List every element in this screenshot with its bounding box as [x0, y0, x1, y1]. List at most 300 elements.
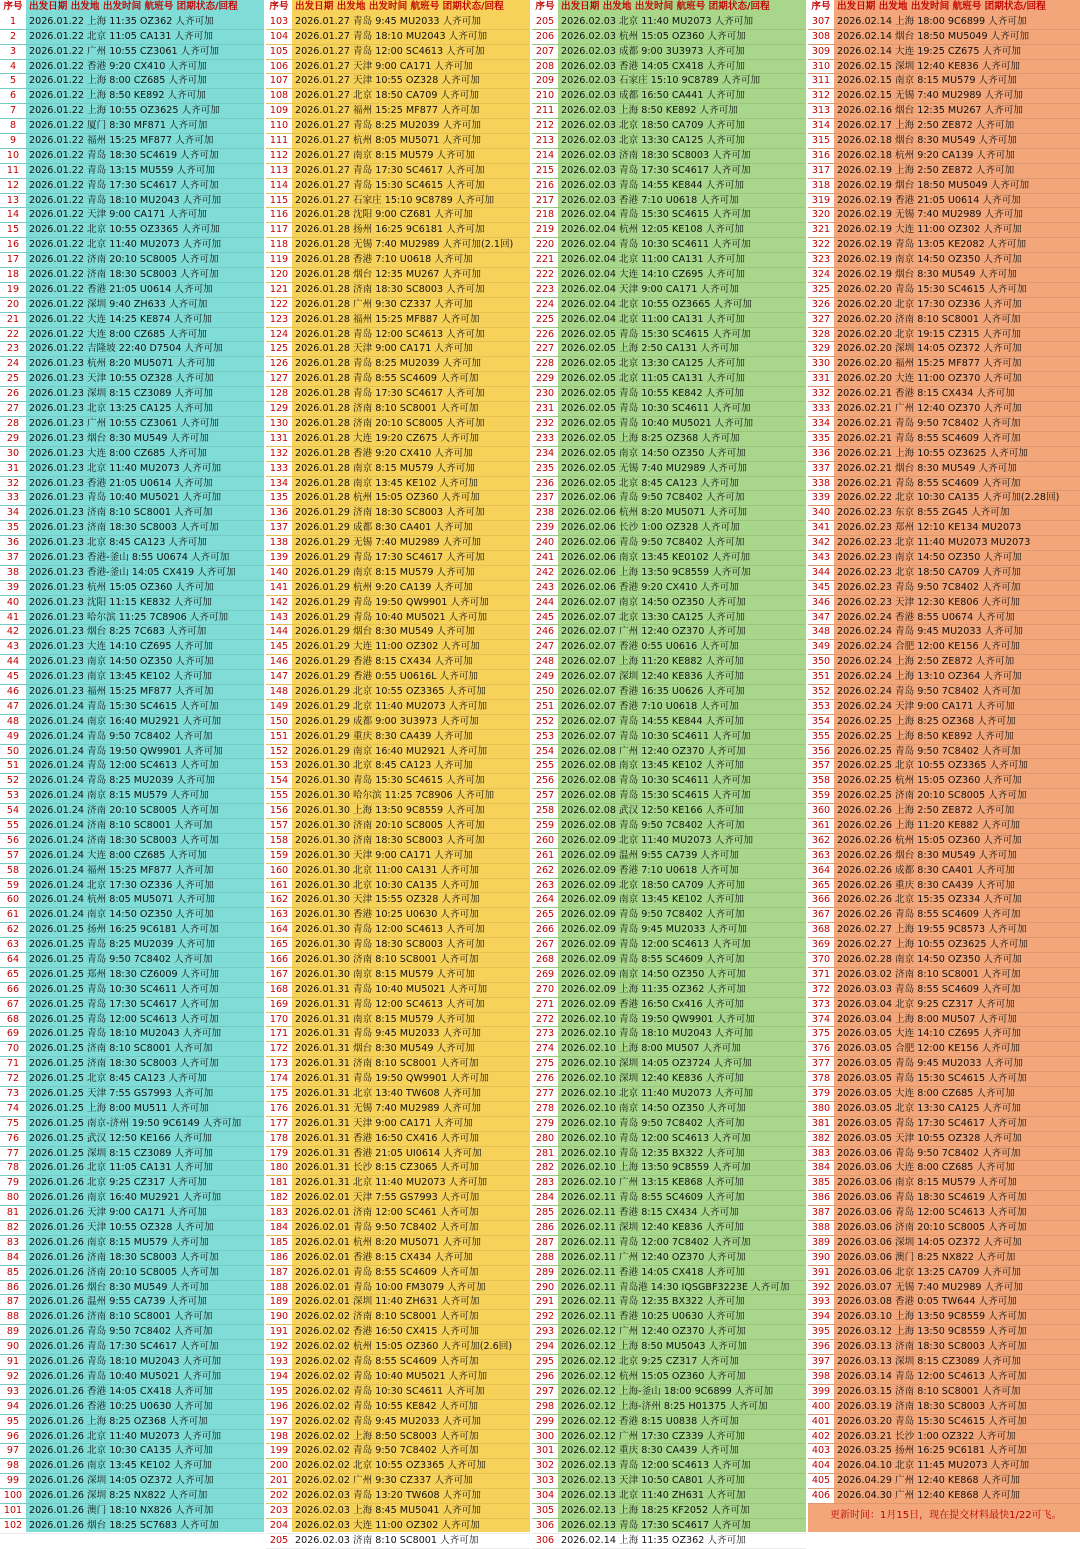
row-flight-info: 2026.02.12 重庆 8:30 CA439 人齐可加	[561, 1445, 739, 1457]
table-row	[808, 789, 1080, 804]
row-flight-info: 2026.01.25 扬州 16:25 9C6181 人齐可加	[29, 924, 219, 936]
row-seq-number: 299	[532, 1415, 558, 1429]
row-flight-info: 2026.01.29 香港 0:55 U0616L 人齐可加	[295, 671, 479, 683]
table-row	[0, 923, 264, 938]
table-row	[532, 1444, 806, 1459]
row-flight-info: 2026.01.31 青岛 19:50 QW9901 人齐可加	[295, 1073, 489, 1085]
row-seq-number: 266	[532, 923, 558, 937]
row-seq-number: 219	[532, 223, 558, 237]
row-flight-info: 2026.01.31 北京 11:40 MU2073 人齐可加	[295, 1177, 488, 1189]
row-seq-number: 292	[532, 1310, 558, 1324]
row-seq-number: 276	[532, 1072, 558, 1086]
row-flight-info: 2026.02.13 北京 11:40 ZH631 人齐可加	[561, 1490, 746, 1502]
table-row	[0, 223, 264, 238]
row-flight-info: 2026.01.26 北京 11:40 MU2073 人齐可加	[29, 1430, 222, 1442]
table-row	[532, 342, 806, 357]
row-seq-number: 360	[808, 804, 834, 818]
row-flight-info: 2026.02.12 广州 12:40 OZ370 人齐可加	[561, 1326, 746, 1338]
row-seq-number: 33	[0, 491, 26, 505]
row-seq-number: 100	[0, 1489, 26, 1503]
table-row	[808, 238, 1080, 253]
table-row	[266, 1534, 530, 1549]
row-seq-number: 73	[0, 1087, 26, 1101]
table-row	[532, 1325, 806, 1340]
row-flight-info: 2026.01.25 北京 8:45 CA123 人齐可加	[29, 1073, 207, 1085]
table-row	[808, 1102, 1080, 1117]
row-seq-number: 187	[266, 1266, 292, 1280]
row-flight-info: 2026.01.22 上海 10:55 OZ3625 人齐可加	[29, 105, 220, 117]
row-flight-info: 2026.02.25 北京 10:55 OZ3365 人齐可加	[837, 760, 1028, 772]
row-seq-number: 209	[532, 74, 558, 88]
row-flight-info: 2026.02.15 深圳 12:40 KE836 人齐可加	[837, 60, 1021, 72]
row-seq-number: 39	[0, 581, 26, 595]
table-row	[808, 357, 1080, 372]
row-seq-number: 406	[808, 1489, 834, 1503]
row-flight-info: 2026.01.24 福州 15:25 MF877 人齐可加	[29, 864, 214, 876]
row-flight-info: 2026.01.26 深圳 14:05 OZ372 人齐可加	[29, 1475, 214, 1487]
row-flight-info: 2026.01.23 香港-釜山 14:05 CX419 人齐可加	[29, 566, 236, 578]
table-row	[808, 730, 1080, 745]
row-flight-info: 2026.02.23 南京 14:50 OZ350 人齐可加	[837, 551, 1022, 563]
row-seq-number: 397	[808, 1355, 834, 1369]
row-flight-info: 2026.02.13 青岛 12:00 SC4613 人齐可加	[561, 1460, 751, 1472]
row-seq-number: 212	[532, 119, 558, 133]
table-row	[808, 1489, 1080, 1504]
row-flight-info: 2026.02.06 杭州 8:20 MU5071 人齐可加	[561, 507, 747, 519]
row-seq-number: 372	[808, 983, 834, 997]
row-flight-info: 2026.01.23 青岛 10:40 MU5021 人齐可加	[29, 492, 222, 504]
table-row	[808, 298, 1080, 313]
row-seq-number: 193	[266, 1355, 292, 1369]
row-seq-number: 197	[266, 1415, 292, 1429]
table-row	[266, 804, 530, 819]
row-seq-number: 138	[266, 536, 292, 550]
table-row	[532, 670, 806, 685]
table-row	[532, 1385, 806, 1400]
table-row	[0, 1400, 264, 1415]
table-row	[266, 357, 530, 372]
row-seq-number: 23	[0, 342, 26, 356]
table-row	[808, 834, 1080, 849]
row-seq-number: 231	[532, 402, 558, 416]
table-row	[532, 625, 806, 640]
row-seq-number: 194	[266, 1370, 292, 1384]
table-row	[532, 89, 806, 104]
row-seq-number: 61	[0, 908, 26, 922]
row-flight-info: 2026.01.29 南京 8:15 MU579 人齐可加	[295, 566, 475, 578]
table-row	[532, 849, 806, 864]
row-flight-info: 2026.02.03 成都 9:00 3U3973 人齐可加	[561, 45, 745, 57]
schedule-column-2	[266, 0, 530, 1546]
row-flight-info: 2026.02.09 南京 14:50 OZ350 人齐可加	[561, 968, 746, 980]
row-seq-number: 284	[532, 1191, 558, 1205]
row-seq-number: 398	[808, 1370, 834, 1384]
row-flight-info: 2026.02.10 广州 13:15 KE868 人齐可加	[561, 1177, 745, 1189]
row-seq-number: 326	[808, 298, 834, 312]
row-seq-number: 248	[532, 655, 558, 669]
row-seq-number: 160	[266, 864, 292, 878]
table-row	[266, 685, 530, 700]
row-flight-info: 2026.01.23 香港-釜山 8:55 U0674 人齐可加	[29, 551, 230, 563]
row-flight-info: 2026.02.07 香港 7:10 U0618 人齐可加	[561, 700, 739, 712]
row-seq-number: 386	[808, 1191, 834, 1205]
row-flight-info: 2026.01.22 济南 18:30 SC8003 人齐可加	[29, 269, 219, 281]
row-seq-number: 288	[532, 1251, 558, 1265]
row-seq-number: 242	[532, 566, 558, 580]
table-row	[808, 804, 1080, 819]
row-flight-info: 2026.04.30 广州 12:40 KE868 人齐可加	[837, 1490, 1021, 1502]
table-row	[532, 1281, 806, 1296]
table-row	[532, 730, 806, 745]
column-header	[266, 0, 530, 15]
row-flight-info: 2026.02.16 烟台 12:35 MU267 人齐可加	[837, 105, 1023, 117]
table-row	[808, 342, 1080, 357]
row-seq-number: 274	[532, 1042, 558, 1056]
row-seq-number: 327	[808, 313, 834, 327]
table-row	[532, 1221, 806, 1236]
row-flight-info: 2026.01.23 大连 8:00 CZ685 人齐可加	[29, 447, 207, 459]
row-flight-info: 2026.02.03 济南 18:30 SC8003 人齐可加	[561, 149, 751, 161]
table-row	[266, 655, 530, 670]
row-seq-number: 394	[808, 1310, 834, 1324]
row-seq-number: 328	[808, 328, 834, 342]
row-seq-number: 3	[0, 45, 26, 59]
row-seq-number: 182	[266, 1191, 292, 1205]
row-seq-number: 208	[532, 60, 558, 74]
row-seq-number: 145	[266, 640, 292, 654]
row-flight-info: 2026.02.09 南京 13:45 KE102 人齐可加	[561, 894, 745, 906]
table-row	[532, 417, 806, 432]
row-flight-info: 2026.01.29 青岛 17:30 SC4617 人齐可加	[295, 551, 485, 563]
row-seq-number: 374	[808, 1013, 834, 1027]
table-row	[0, 30, 264, 45]
row-flight-info: 2026.02.01 青岛 8:55 SC4609 人齐可加	[295, 1266, 479, 1278]
row-seq-number: 94	[0, 1400, 26, 1414]
row-seq-number: 321	[808, 223, 834, 237]
row-flight-info: 2026.02.10 青岛 19:50 QW9901 人齐可加	[561, 1013, 755, 1025]
table-row	[266, 1057, 530, 1072]
row-flight-info: 2026.01.22 青岛 17:30 SC4617 人齐可加	[29, 179, 219, 191]
table-row	[808, 655, 1080, 670]
row-flight-info: 2026.01.27 天津 10:55 OZ328 人齐可加	[295, 75, 480, 87]
table-row	[808, 372, 1080, 387]
row-flight-info: 2026.01.29 烟台 8:30 MU549 人齐可加	[295, 626, 475, 638]
row-seq-number: 90	[0, 1340, 26, 1354]
table-row	[0, 819, 264, 834]
table-row	[0, 611, 264, 626]
row-flight-info: 2026.01.26 青岛 9:50 7C8402 人齐可加	[29, 1326, 213, 1338]
row-seq-number: 21	[0, 313, 26, 327]
row-seq-number: 45	[0, 670, 26, 684]
row-seq-number: 2	[0, 30, 26, 44]
table-row	[266, 104, 530, 119]
table-row	[532, 298, 806, 313]
row-seq-number: 277	[532, 1087, 558, 1101]
row-seq-number: 77	[0, 1147, 26, 1161]
row-flight-info: 2026.02.12 上海-济州 8:25 H01375 人齐可加	[561, 1400, 768, 1412]
table-row	[808, 923, 1080, 938]
table-row	[266, 89, 530, 104]
row-flight-info: 2026.02.19 南京 14:50 OZ350 人齐可加	[837, 254, 1022, 266]
table-row	[808, 89, 1080, 104]
table-row	[266, 134, 530, 149]
row-seq-number: 307	[808, 15, 834, 29]
table-row	[808, 983, 1080, 998]
row-seq-number: 87	[0, 1295, 26, 1309]
row-flight-info: 2026.02.24 上海 13:10 OZ364 人齐可加	[837, 671, 1022, 683]
row-flight-info: 2026.01.30 哈尔滨 11:25 7C8906 人齐可加	[295, 790, 495, 802]
table-row	[532, 491, 806, 506]
row-flight-info: 2026.03.05 青岛 17:30 SC4617 人齐可加	[837, 1117, 1027, 1129]
table-row	[266, 670, 530, 685]
row-flight-info: 2026.01.23 广州 10:55 CZ3061 人齐可加	[29, 417, 220, 429]
row-flight-info: 2026.02.02 香港 16:50 CX415 人齐可加	[295, 1326, 479, 1338]
row-seq-number: 333	[808, 402, 834, 416]
row-flight-info: 2026.01.27 青岛 9:45 MU2033 人齐可加	[295, 15, 481, 27]
row-flight-info: 2026.03.05 大连 8:00 CZ685 人齐可加	[837, 1088, 1015, 1100]
table-row	[266, 1489, 530, 1504]
row-flight-info: 2026.01.22 青岛 13:15 MU559 人齐可加	[29, 164, 215, 176]
row-flight-info: 2026.02.05 无锡 7:40 MU2989 人齐可加	[561, 462, 747, 474]
row-seq-number: 239	[532, 521, 558, 535]
row-seq-number: 137	[266, 521, 292, 535]
row-flight-info: 2026.01.28 香港 9:20 CX410 人齐可加	[295, 447, 473, 459]
row-seq-number: 98	[0, 1459, 26, 1473]
row-flight-info: 2026.03.13 济南 18:30 SC8003 人齐可加	[837, 1341, 1027, 1353]
table-row	[0, 1489, 264, 1504]
row-seq-number: 1	[0, 15, 26, 29]
table-row	[0, 938, 264, 953]
row-flight-info: 2026.03.06 青岛 18:30 SC4619 人齐可加	[837, 1192, 1027, 1204]
row-flight-info: 2026.01.22 福州 15:25 MF877 人齐可加	[29, 135, 214, 147]
row-seq-number: 86	[0, 1281, 26, 1295]
table-row	[0, 1251, 264, 1266]
row-flight-info: 2026.02.21 上海 10:55 OZ3625 人齐可加	[837, 447, 1028, 459]
row-flight-info: 2026.01.24 青岛 9:50 7C8402 人齐可加	[29, 730, 213, 742]
table-row	[0, 1295, 264, 1310]
row-flight-info: 2026.02.22 北京 10:30 CA135 人齐可加(2.28回)	[837, 492, 1060, 504]
table-row	[532, 745, 806, 760]
table-row	[266, 730, 530, 745]
row-flight-info: 2026.02.10 青岛 12:00 SC4613 人齐可加	[561, 1132, 751, 1144]
table-row	[808, 536, 1080, 551]
row-seq-number: 70	[0, 1042, 26, 1056]
row-seq-number: 165	[266, 938, 292, 952]
row-flight-info: 2026.01.27 青岛 17:30 SC4617 人齐可加	[295, 164, 485, 176]
row-flight-info: 2026.01.26 青岛 17:30 SC4617 人齐可加	[29, 1341, 219, 1353]
row-seq-number: 238	[532, 506, 558, 520]
table-row	[266, 1325, 530, 1340]
row-flight-info: 2026.01.22 厦门 8:30 MF871 人齐可加	[29, 120, 208, 132]
row-seq-number: 101	[0, 1504, 26, 1518]
row-flight-info: 2026.02.03 成都 16:50 CA441 人齐可加	[561, 90, 745, 102]
table-row	[266, 864, 530, 879]
table-row	[532, 328, 806, 343]
row-flight-info: 2026.01.24 南京 14:50 OZ350 人齐可加	[29, 909, 214, 921]
table-row	[808, 1325, 1080, 1340]
table-row	[808, 745, 1080, 760]
table-row	[532, 759, 806, 774]
table-row	[266, 432, 530, 447]
table-row	[0, 462, 264, 477]
row-flight-info: 2026.02.19 上海 2:50 ZE872 人齐可加	[837, 164, 1015, 176]
row-seq-number: 24	[0, 357, 26, 371]
row-seq-number: 366	[808, 893, 834, 907]
table-row	[0, 670, 264, 685]
row-seq-number: 4	[0, 60, 26, 74]
row-seq-number: 317	[808, 164, 834, 178]
table-row	[266, 268, 530, 283]
row-flight-info: 2026.01.22 上海 8:50 KE892 人齐可加	[29, 90, 206, 102]
table-row	[266, 506, 530, 521]
table-row	[808, 104, 1080, 119]
row-flight-info: 2026.01.24 济南 18:30 SC8003 人齐可加	[29, 834, 219, 846]
row-seq-number: 173	[266, 1057, 292, 1071]
table-row	[808, 60, 1080, 75]
table-row	[0, 1206, 264, 1221]
row-flight-info: 2026.01.25 武汉 12:50 KE166 人齐可加	[29, 1132, 213, 1144]
table-row	[266, 938, 530, 953]
table-row	[808, 879, 1080, 894]
row-flight-info: 2026.01.28 大连 19:20 CZ675 人齐可加	[295, 432, 479, 444]
row-seq-number: 351	[808, 670, 834, 684]
row-seq-number: 312	[808, 89, 834, 103]
row-flight-info: 2026.01.22 济南 20:10 SC8005 人齐可加	[29, 254, 219, 266]
table-row	[266, 1147, 530, 1162]
schedule-column-4	[808, 0, 1080, 1532]
table-row	[532, 1295, 806, 1310]
table-row	[808, 1400, 1080, 1415]
table-row	[0, 194, 264, 209]
row-flight-info: 2026.02.10 南京 14:50 OZ350 人齐可加	[561, 1102, 746, 1114]
row-flight-info: 2026.01.26 济南 20:10 SC8005 人齐可加	[29, 1266, 219, 1278]
row-flight-info: 2026.02.10 上海 8:00 MU507 人齐可加	[561, 1043, 741, 1055]
table-row	[808, 864, 1080, 879]
row-flight-info: 2026.01.23 福州 15:25 MF877 人齐可加	[29, 685, 214, 697]
table-row	[266, 834, 530, 849]
table-row	[808, 700, 1080, 715]
table-row	[532, 194, 806, 209]
row-flight-info: 2026.01.28 青岛 8:25 MU2039 人齐可加	[295, 358, 481, 370]
table-row	[266, 1474, 530, 1489]
row-flight-info: 2026.01.28 香港 7:10 U0618 人齐可加	[295, 254, 473, 266]
table-row	[0, 774, 264, 789]
row-flight-info: 2026.01.23 北京 8:45 CA123 人齐可加	[29, 537, 207, 549]
table-row	[808, 1221, 1080, 1236]
table-row	[0, 1013, 264, 1028]
row-seq-number: 322	[808, 238, 834, 252]
table-row	[266, 1236, 530, 1251]
row-flight-info: 2026.02.13 天津 10:50 CA801 人齐可加	[561, 1475, 745, 1487]
table-row	[266, 879, 530, 894]
row-seq-number: 330	[808, 357, 834, 371]
row-seq-number: 164	[266, 923, 292, 937]
header-fields-label: 出发日期 出发地 出发时间 航班号 团期状态/回程	[837, 1, 1046, 12]
row-flight-info: 2026.02.10 深圳 12:40 KE836 人齐可加	[561, 1073, 745, 1085]
row-flight-info: 2026.02.20 大连 11:00 OZ370 人齐可加	[837, 373, 1022, 385]
table-row	[0, 625, 264, 640]
row-flight-info: 2026.01.30 天津 15:55 OZ328 人齐可加	[295, 894, 480, 906]
row-flight-info: 2026.03.06 青岛 9:50 7C8402 人齐可加	[837, 1147, 1021, 1159]
row-flight-info: 2026.03.05 北京 13:30 CA125 人齐可加	[837, 1102, 1021, 1114]
table-row	[532, 1161, 806, 1176]
row-seq-number: 161	[266, 879, 292, 893]
row-flight-info: 2026.01.23 济南 18:30 SC8003 人齐可加	[29, 522, 219, 534]
row-flight-info: 2026.01.23 哈尔滨 11:25 7C8906 人齐可加	[29, 611, 229, 623]
row-flight-info: 2026.02.14 大连 19:25 CZ675 人齐可加	[837, 45, 1021, 57]
table-row	[532, 700, 806, 715]
table-row	[532, 1251, 806, 1266]
table-row	[808, 998, 1080, 1013]
row-seq-number: 96	[0, 1430, 26, 1444]
row-seq-number: 66	[0, 983, 26, 997]
table-row	[0, 268, 264, 283]
row-seq-number: 402	[808, 1430, 834, 1444]
table-row	[808, 908, 1080, 923]
row-flight-info: 2026.01.25 青岛 18:10 MU2043 人齐可加	[29, 1028, 222, 1040]
table-row	[0, 1072, 264, 1087]
row-seq-number: 29	[0, 432, 26, 446]
table-row	[0, 506, 264, 521]
row-seq-number: 348	[808, 625, 834, 639]
row-seq-number: 202	[266, 1489, 292, 1503]
row-seq-number: 83	[0, 1236, 26, 1250]
table-row	[532, 596, 806, 611]
row-seq-number: 237	[532, 491, 558, 505]
row-flight-info: 2026.01.26 香港 10:25 U0630 人齐可加	[29, 1400, 213, 1412]
row-flight-info: 2026.02.09 温州 9:55 CA739 人齐可加	[561, 849, 739, 861]
row-flight-info: 2026.01.26 青岛 18:10 MU2043 人齐可加	[29, 1356, 222, 1368]
table-row	[808, 521, 1080, 536]
table-row	[808, 1385, 1080, 1400]
row-seq-number: 16	[0, 238, 26, 252]
table-row	[0, 208, 264, 223]
table-row	[808, 1013, 1080, 1028]
table-row	[532, 536, 806, 551]
row-seq-number: 103	[266, 15, 292, 29]
table-row	[0, 313, 264, 328]
row-flight-info: 2026.02.08 武汉 12:50 KE166 人齐可加	[561, 805, 745, 817]
row-seq-number: 370	[808, 953, 834, 967]
row-flight-info: 2026.02.24 天津 9:00 CA171 人齐可加	[837, 700, 1015, 712]
row-flight-info: 2026.01.31 天津 9:00 CA171 人齐可加	[295, 1117, 473, 1129]
row-seq-number: 214	[532, 149, 558, 163]
table-row	[808, 1027, 1080, 1042]
table-row	[808, 1266, 1080, 1281]
row-seq-number: 341	[808, 521, 834, 535]
row-seq-number: 306	[532, 1519, 558, 1533]
table-row	[0, 447, 264, 462]
row-flight-info: 2026.02.03 青岛 14:55 KE844 人齐可加	[561, 179, 745, 191]
row-seq-number: 91	[0, 1355, 26, 1369]
row-seq-number: 185	[266, 1236, 292, 1250]
table-row	[266, 238, 530, 253]
row-flight-info: 2026.02.23 北京 18:50 CA709 人齐可加	[837, 566, 1021, 578]
table-row	[0, 417, 264, 432]
row-seq-number: 151	[266, 730, 292, 744]
row-flight-info: 2026.02.24 青岛 9:50 7C8402 人齐可加	[837, 685, 1021, 697]
row-seq-number: 162	[266, 893, 292, 907]
table-row	[808, 819, 1080, 834]
row-seq-number: 269	[532, 968, 558, 982]
row-flight-info: 2026.02.01 济南 12:00 SC461 人齐可加	[295, 1207, 479, 1219]
row-seq-number: 48	[0, 715, 26, 729]
row-flight-info: 2026.02.04 北京 11:00 CA131 人齐可加	[561, 313, 745, 325]
table-row	[266, 551, 530, 566]
row-seq-number: 241	[532, 551, 558, 565]
table-row	[266, 149, 530, 164]
row-seq-number: 64	[0, 953, 26, 967]
